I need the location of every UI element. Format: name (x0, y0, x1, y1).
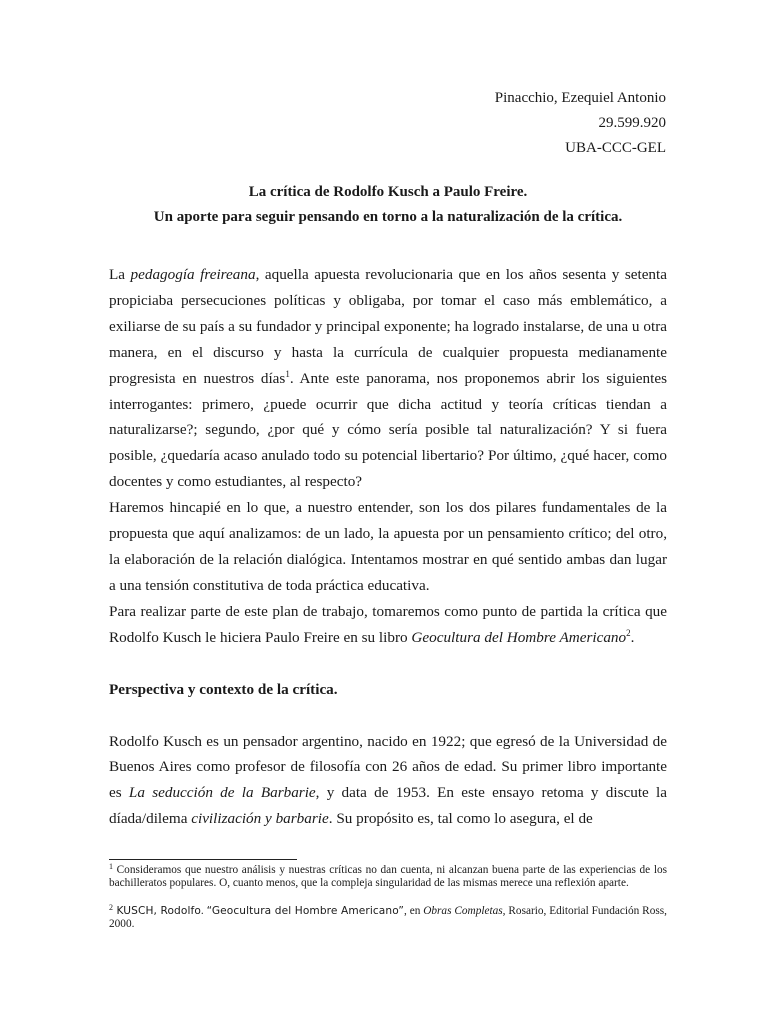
footnote-2-title: “Geocultura del Hombre Americano” (206, 905, 404, 917)
author-name: Pinacchio, Ezequiel Antonio (494, 90, 666, 106)
paragraph-3 (109, 599, 667, 651)
author-id-number: 29.599.920 (598, 115, 666, 131)
p4-text-a: Rodolfo Kusch es un pensador argentino, nacido en 1922; que egresó de la Universidad de Buenos Aires como profesor de filosofía con 26 años de edad. Su primer libro importante es (109, 732, 667, 802)
footnote-separator (109, 859, 297, 860)
p1-text-a: , aquella apuesta revolucionaria que en los años sesenta y setenta propiciaba persecuciones políticas y obligaba, por tomar el caso más emblemático, a exiliarse de su país a su fundador y principal exponente; ha logrado instalarse, de una u otra manera, en el discurso y hasta la currícula de cualquier propuesta medianamente progresista en nuestros días (109, 266, 667, 387)
footnote-2-book: Obras Completas, (423, 905, 506, 917)
p3-end: . (630, 628, 635, 646)
paragraph-2: Haremos hincapié en lo que, a nuestro entender, son los dos pilares fundamentales de la propuesta que aquí analizamos: de un lado, la apuesta por un pensamiento crítico; del otro, la elaboración de la relación dialógica. Intentamos mostrar en qué sentido ambas dan lugar a una tensión constitutiva de toda práctica educativa. (109, 499, 667, 594)
spacer (109, 703, 667, 729)
footnote-2-author: KUSCH, Rodolfo (113, 905, 201, 917)
p4-italic-term: civilización y barbarie (191, 810, 329, 828)
body-text (109, 262, 667, 832)
p1-italic-term: pedagogía freireana (130, 266, 256, 283)
footnote-2-sep: . (200, 905, 207, 917)
p4-book-title: La seducción de la Barbarie (128, 784, 316, 802)
footnote-2-mid: , en (404, 905, 424, 917)
p4-text-b: , y data de 1953. En este ensayo retoma y discute la díada/dilema (109, 784, 667, 828)
paper-title: La crítica de Rodolfo Kusch a Paulo Freire. (248, 184, 528, 200)
author-header (495, 86, 666, 161)
paragraph-4 (109, 729, 667, 833)
paragraph-1 (109, 262, 667, 495)
p3-book-title: Geocultura del Hombre Americano (411, 628, 627, 646)
footnote-2 (109, 905, 667, 931)
spacer (109, 651, 667, 677)
paper-subtitle: Un aporte para seguir pensando en torno a la naturalización de la crítica. (153, 209, 623, 225)
footnote-1 (109, 864, 667, 890)
p3-text: Para realizar parte de este plan de trabajo, tomaremos como punto de partida la crítica que Rodolfo Kusch le hiciera Paulo Freire en su libro (109, 602, 667, 646)
footnote-2-number: 2 (109, 903, 113, 912)
p1-text-b: . Ante este panorama, nos proponemos abrir los siguientes interrogantes: primero, ¿puede ocurrir que dicha actitud y teoría críticas tiendan a naturalizarse?; segundo, ¿por qué y cómo sería posible tal naturalización? Y si fuera posible, ¿quedaría acaso anulado todo su potencial libertario? Por último, ¿qué hacer, como docentes y como estudiantes, al respecto? (109, 369, 667, 491)
author-institution: UBA-CCC-GEL (565, 140, 666, 156)
footnote-2-end: Rosario, Editorial Fundación Ross, 2000. (109, 905, 667, 931)
section-heading: Perspectiva y contexto de la crítica. (109, 680, 338, 698)
p1-lead: La (109, 266, 131, 283)
footnote-1-text: Consideramos que nuestro análisis y nuestras críticas no dan cuenta, ni alcanzan buena parte de las experiencias de los bachilleratos populares. O, cuanto menos, que la compleja singularidad de las mismas merece una reflexión aparte. (109, 864, 667, 890)
p4-text-c: . Su propósito es, tal como lo asegura, el de (328, 810, 593, 828)
footnote-1-number: 1 (109, 862, 113, 871)
footnote-ref-2[interactable]: 2 (626, 627, 631, 638)
footnote-ref-1[interactable]: 1 (285, 368, 290, 379)
